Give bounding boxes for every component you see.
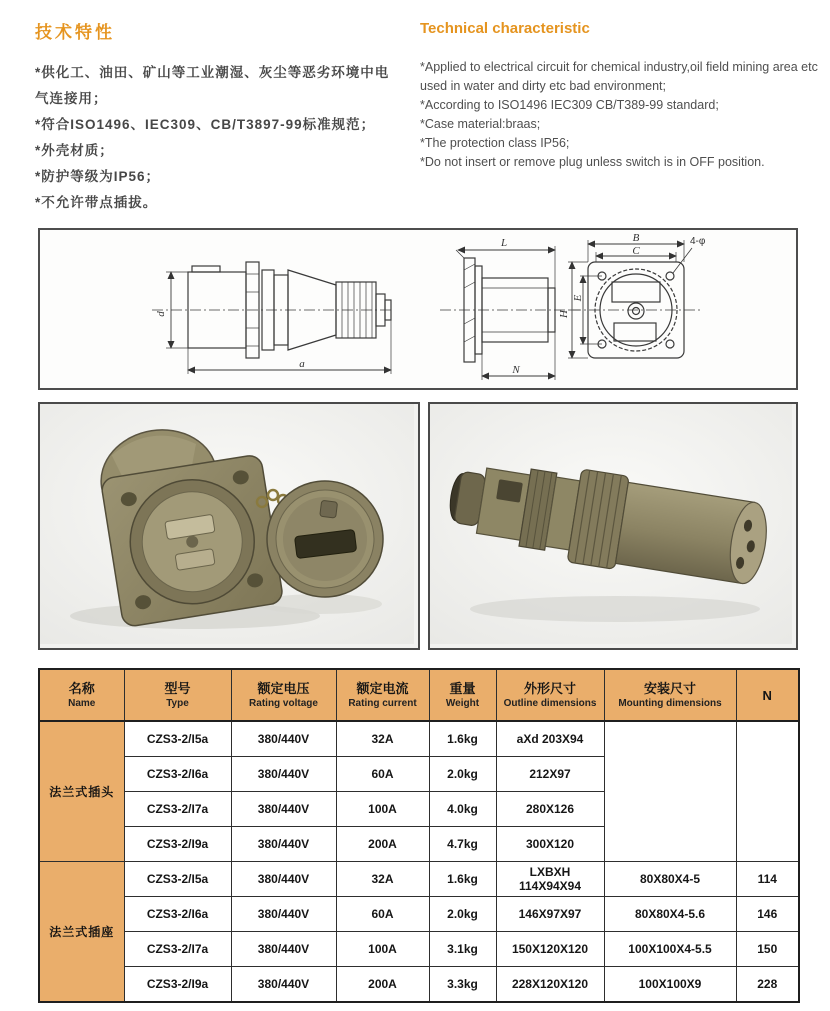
- table-cell: 4.7kg: [429, 827, 496, 862]
- dim-label-a: a: [299, 358, 305, 370]
- table-cell: 380/440V: [231, 967, 336, 1003]
- dim-label-C: C: [632, 245, 640, 257]
- plug-photo-box: [428, 402, 798, 650]
- table-cell: 228X120X120: [496, 967, 604, 1003]
- chinese-bullet: *符合ISO1496、IEC309、CB/T3897-99标准规范；: [35, 117, 376, 132]
- empty-merged-cell: [604, 721, 736, 862]
- table-cell: 100A: [336, 932, 429, 967]
- table-header-row: [39, 669, 799, 721]
- plug-photo: [430, 404, 792, 644]
- dim-label-N: N: [512, 364, 520, 376]
- spec-table: [38, 668, 800, 1003]
- table-cell: 32A: [336, 862, 429, 897]
- table-cell: CZS3-2/I6a: [124, 757, 231, 792]
- table-cell: CZS3-2/I9a: [124, 967, 231, 1003]
- table-cell: CZS3-2/I7a: [124, 932, 231, 967]
- table-cell: 228: [736, 967, 799, 1003]
- chinese-bullet: *防护等级为IP56；: [35, 169, 161, 184]
- table-cell: 212X97: [496, 757, 604, 792]
- table-cell: 100X100X9: [604, 967, 736, 1003]
- plug-side-view: [152, 262, 392, 374]
- table-cell: 80X80X4-5: [604, 862, 736, 897]
- table-cell: 280X126: [496, 792, 604, 827]
- table-cell: 4.0kg: [429, 792, 496, 827]
- header-name: 名称 Name: [39, 669, 124, 721]
- table-cell: 60A: [336, 757, 429, 792]
- table-cell: 380/440V: [231, 721, 336, 757]
- table-cell: 380/440V: [231, 792, 336, 827]
- table-cell: 300X120: [496, 827, 604, 862]
- dimension-drawing-box: [38, 228, 798, 390]
- english-bullet-list: [420, 58, 822, 172]
- chinese-bullet: *不允许带点插拔。: [35, 195, 158, 210]
- table-cell: 114: [736, 862, 799, 897]
- table-cell: 380/440V: [231, 932, 336, 967]
- chinese-section-title: 技术特性: [35, 23, 115, 42]
- chinese-bullet-list: [35, 60, 403, 216]
- table-cell: 150: [736, 932, 799, 967]
- table-cell: 200A: [336, 827, 429, 862]
- english-bullet: *According to ISO1496 IEC309 CB/T389-99 standard;: [420, 98, 719, 112]
- header-mounting-dimensions: 安装尺寸 Mounting dimensions: [604, 669, 736, 721]
- table-cell: 380/440V: [231, 897, 336, 932]
- table-cell: 1.6kg: [429, 721, 496, 757]
- dimension-drawing: [40, 230, 796, 388]
- chinese-bullet: *外壳材质；: [35, 143, 114, 158]
- table-cell: 32A: [336, 721, 429, 757]
- dim-label-4-holes: 4-φ: [690, 236, 706, 247]
- header-rating-voltage: 额定电压 Rating voltage: [231, 669, 336, 721]
- dim-label-L: L: [500, 237, 508, 249]
- table-cell: 200A: [336, 967, 429, 1003]
- spec-table-body: [39, 721, 799, 1002]
- table-cell: 2.0kg: [429, 757, 496, 792]
- dim-label-H: H: [558, 310, 570, 318]
- table-cell: 146: [736, 897, 799, 932]
- table-cell: CZS3-2/I6a: [124, 897, 231, 932]
- row-group-label: 法兰式插座: [39, 862, 124, 1003]
- table-row: [39, 862, 799, 897]
- table-cell: 100A: [336, 792, 429, 827]
- dim-label-d: d: [155, 311, 167, 317]
- header-outline-dimensions: 外形尺寸 Outline dimensions: [496, 669, 604, 721]
- table-cell: 100X100X4-5.5: [604, 932, 736, 967]
- table-row: [39, 967, 799, 1003]
- table-row: [39, 932, 799, 967]
- table-cell: 2.0kg: [429, 897, 496, 932]
- english-bullet: *Do not insert or remove plug unless switch is in OFF position.: [420, 155, 765, 169]
- table-cell: 60A: [336, 897, 429, 932]
- dim-label-B: B: [632, 232, 640, 244]
- front-view: [568, 240, 702, 358]
- table-cell: 380/440V: [231, 757, 336, 792]
- table-cell: aXd 203X94: [496, 721, 604, 757]
- english-section-title: Technical characteristic: [420, 20, 590, 37]
- header-type: 型号 Type: [124, 669, 231, 721]
- table-cell: 380/440V: [231, 827, 336, 862]
- table-cell: CZS3-2/I7a: [124, 792, 231, 827]
- table-cell: CZS3-2/I9a: [124, 827, 231, 862]
- english-bullet: *The protection class IP56;: [420, 136, 570, 150]
- table-cell: 80X80X4-5.6: [604, 897, 736, 932]
- table-cell: 3.1kg: [429, 932, 496, 967]
- table-row: [39, 721, 799, 757]
- english-bullet: *Case material:braas;: [420, 117, 541, 131]
- table-cell: LXBXH 114X94X94: [496, 862, 604, 897]
- empty-merged-cell: [736, 721, 799, 862]
- table-cell: 150X120X120: [496, 932, 604, 967]
- flange-socket-photo-box: [38, 402, 420, 650]
- dim-label-E: E: [572, 294, 584, 302]
- header-weight: 重量 Weight: [429, 669, 496, 721]
- table-cell: CZS3-2/I5a: [124, 862, 231, 897]
- table-cell: CZS3-2/I5a: [124, 721, 231, 757]
- table-row: [39, 897, 799, 932]
- row-group-label: 法兰式插头: [39, 721, 124, 862]
- flange-socket-with-cap-photo: [40, 404, 414, 644]
- header-n: N: [736, 669, 799, 721]
- english-bullet: *Applied to electrical circuit for chemical industry,oil field mining area etc used in water and dirty etc bad environment;: [420, 60, 818, 93]
- header-rating-current: 额定电流 Rating current: [336, 669, 429, 721]
- table-cell: 146X97X97: [496, 897, 604, 932]
- table-cell: 3.3kg: [429, 967, 496, 1003]
- table-cell: 380/440V: [231, 862, 336, 897]
- chinese-bullet: *供化工、油田、矿山等工业潮湿、灰尘等恶劣环境中电气连接用；: [35, 65, 390, 106]
- table-cell: 1.6kg: [429, 862, 496, 897]
